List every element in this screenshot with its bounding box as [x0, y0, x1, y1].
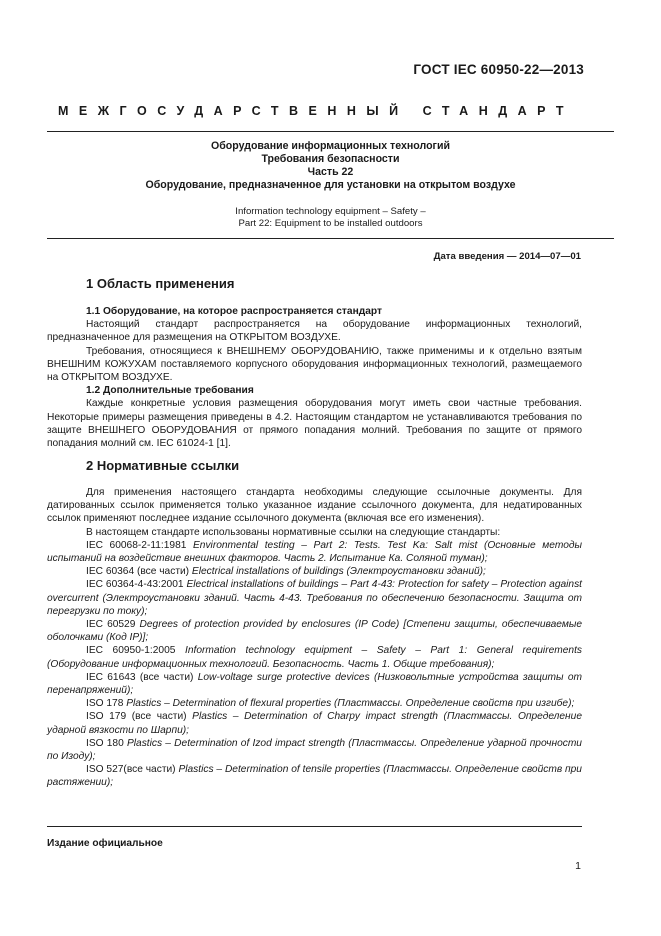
reference-title: Plastics – Determination of flexural properties (Пластмассы. Определение свойств при изгибе);: [126, 698, 575, 710]
normative-reference: [47, 710, 582, 736]
reference-title: Plastics – Determination of Charpy impact strength (Пластмассы. Определение ударной вязкости по Шарпи);: [47, 711, 582, 736]
title-line-1: Оборудование информационных технологий: [211, 140, 450, 152]
paragraph: Каждые конкретные условия размещения оборудования могут иметь свои частные требования. Некоторые примеры размещения приведены в 4.2. Настоящим стандартом не устанавливаются требования по защите ВНЕШНЕГО ОБОРУДОВАНИЯ от прямого попадания молний. Требования по защите от прямого попадания молний см. IEC 61024-1 [1].: [47, 398, 582, 450]
reference-code: IEC 60950-1:2005: [86, 645, 176, 657]
introduction-date: Дата введения — 2014—07—01: [433, 251, 581, 262]
standard-type-banner: МЕЖГОСУДАРСТВЕННЫЙ СТАНДАРТ: [58, 104, 574, 118]
title-line-2: Требования безопасности: [261, 153, 400, 165]
title-block: [47, 140, 614, 192]
reference-code: IEC 60529: [86, 619, 136, 631]
english-title-line-1: Information technology equipment – Safety –: [235, 206, 426, 217]
section-1-body: [47, 305, 582, 450]
section-2-heading: 2 Нормативные ссылки: [86, 458, 240, 473]
reference-title: Environmental testing – Part 2: Tests. Test Ka: Salt mist (Основные методы испытаний на воздействие внешних факторов. Часть 2. Испытание Ка. Соляной туман);: [47, 539, 582, 565]
reference-code: ISO 178: [86, 698, 124, 710]
reference-code: IEC 60068-2-11:1981: [86, 539, 187, 551]
official-edition-label: Издание официальное: [47, 838, 163, 849]
normative-references-list: [47, 539, 582, 790]
english-title-line-2: Part 22: Equipment to be installed outdoors: [238, 218, 423, 229]
normative-reference: [47, 578, 582, 618]
paragraph: Требования, относящиеся к ВНЕШНЕМУ ОБОРУДОВАНИЮ, также применимы и к отдельно взятым ВНЕШНИМ КОЖУХАМ поставляемого корпусного оборудования информационных технологий, размещаемого на ОТКРЫТОМ ВОЗДУХЕ.: [47, 345, 582, 384]
title-line-4: Оборудование, предназначенное для установки на открытом воздухе: [145, 179, 516, 191]
reference-title: Electrical installations of buildings – Part 4-43: Protection for safety – Protection against overcurrent (Электроустановки зданий. Часть 4-43. Требования по обеспечению безопасности. Защита от перегрузки по току);: [47, 579, 583, 617]
reference-code: IEC 60364-4-43:2001: [86, 579, 184, 591]
title-line-3: Часть 22: [307, 166, 354, 178]
normative-reference: [47, 697, 582, 710]
paragraph: В настоящем стандарте использованы нормативные ссылки на следующие стандарты:: [86, 526, 501, 538]
reference-code: ISO 527(все части): [86, 764, 176, 776]
page-number: 1: [575, 860, 581, 872]
reference-title: Plastics – Determination of Izod impact strength (Пластмассы. Определение ударной прочности по Изоду);: [47, 737, 582, 763]
reference-code: IEC 60364 (все части): [86, 566, 190, 578]
document-id: ГОСТ IEC 60950-22—2013: [413, 62, 584, 77]
normative-reference: [47, 671, 582, 697]
section-1-heading: 1 Область применения: [86, 276, 235, 291]
normative-reference: [47, 763, 582, 789]
subsection-1-2-heading: 1.2 Дополнительные требования: [86, 385, 254, 397]
reference-title: Degrees of protection provided by enclosures (IP Code) [Степени защиты, обеспечиваемые оболочками (Код IP)];: [47, 619, 582, 644]
reference-title: Plastics – Determination of tensile properties (Пластмассы. Определение свойств при растяжении);: [47, 764, 582, 789]
reference-code: IEC 61643 (все части): [86, 671, 194, 683]
subsection-1-1-heading: 1.1 Оборудование, на которое распространяется стандарт: [86, 306, 382, 317]
normative-reference: [47, 737, 582, 763]
reference-code: ISO 179 (все части): [86, 711, 187, 723]
paragraph: Для применения настоящего стандарта необходимы следующие ссылочные документы. Для датированных ссылок применяется только указанное издание ссылочного документа, для недатированных ссылок применяют последнее издание ссылочного документа (включая все его изменения).: [47, 487, 582, 525]
title-top-rule: [47, 131, 614, 132]
paragraph: Настоящий стандарт распространяется на оборудование информационных технологий, предназначенное для размещения на ОТКРЫТОМ ВОЗДУХЕ.: [47, 319, 582, 344]
normative-reference: [47, 644, 582, 670]
normative-reference: [47, 565, 582, 578]
reference-title: Electrical installations of buildings (Электроустановки зданий);: [191, 566, 486, 578]
reference-title: Low-voltage surge protective devices (Низковольтные устройства защиты от перенапряжений);: [47, 671, 582, 697]
reference-code: ISO 180: [86, 737, 124, 749]
section-2-body: [47, 486, 582, 790]
normative-reference: [47, 618, 582, 644]
footer-rule: [47, 826, 582, 827]
english-title-block: [47, 206, 614, 230]
normative-reference: [47, 539, 582, 565]
reference-title: Information technology equipment – Safety – Part 1: General requirements (Оборудование информационных технологий. Безопасность. Часть 1. Общие требования);: [47, 645, 582, 670]
title-bottom-rule: [47, 238, 614, 239]
